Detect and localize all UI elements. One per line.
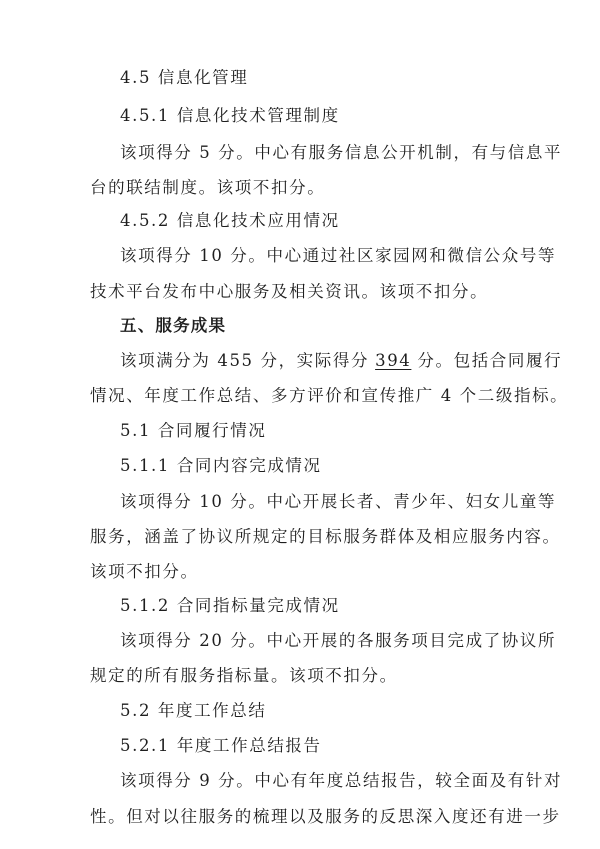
heading-5-1-2: 5.1.2 合同指标量完成情况: [120, 596, 340, 615]
heading-5-2-1: 5.2.1 年度工作总结报告: [120, 736, 322, 755]
heading-section-5: 五、服务成果: [120, 316, 227, 335]
paragraph-5-line-2: 情况、年度工作总结、多方评价和宣传推广 4 个二级指标。: [90, 386, 569, 405]
heading-5-2: 5.2 年度工作总结: [120, 701, 267, 720]
heading-4-5-1: 4.5.1 信息化技术管理制度: [120, 106, 340, 125]
heading-4-5-2: 4.5.2 信息化技术应用情况: [120, 211, 340, 230]
paragraph-4-5-2-line-2: 技术平台发布中心服务及相关资讯。该项不扣分。: [90, 282, 489, 301]
paragraph-5-1-1-line-1: 该项得分 10 分。中心开展长者、青少年、妇女儿童等: [120, 492, 557, 511]
paragraph-5-1-1-line-3: 该项不扣分。: [90, 562, 199, 581]
paragraph-5-line-1: [120, 350, 562, 372]
paragraph-5-line-1-end: 分。包括合同履行: [417, 351, 563, 370]
heading-5-1-1: 5.1.1 合同内容完成情况: [120, 456, 322, 475]
heading-5-1: 5.1 合同履行情况: [120, 421, 267, 440]
heading-4-5: 4.5 信息化管理: [120, 68, 249, 87]
paragraph-5-2-1-line-2: 性。但对以往服务的梳理以及服务的反思深入度还有进一步: [90, 807, 561, 826]
paragraph-5-1-2-line-1: 该项得分 20 分。中心开展的各服务项目完成了协议所: [120, 631, 557, 650]
paragraph-5-1-2-line-2: 规定的所有服务指标量。该项不扣分。: [90, 666, 398, 685]
paragraph-4-5-1-line-2: 台的联结制度。该项不扣分。: [90, 178, 326, 197]
actual-score: 394: [375, 351, 412, 370]
paragraph-4-5-2-line-1: 该项得分 10 分。中心通过社区家园网和微信公众号等: [120, 246, 557, 265]
paragraph-5-2-1-line-1: 该项得分 9 分。中心有年度总结报告，较全面及有针对: [120, 771, 563, 790]
paragraph-4-5-1-line-1: 该项得分 5 分。中心有服务信息公开机制，有与信息平: [120, 143, 563, 162]
paragraph-5-1-1-line-2: 服务，涵盖了协议所规定的目标服务群体及相应服务内容。: [90, 527, 561, 546]
paragraph-5-line-1-start: 该项满分为 455 分，实际得分: [120, 351, 370, 370]
